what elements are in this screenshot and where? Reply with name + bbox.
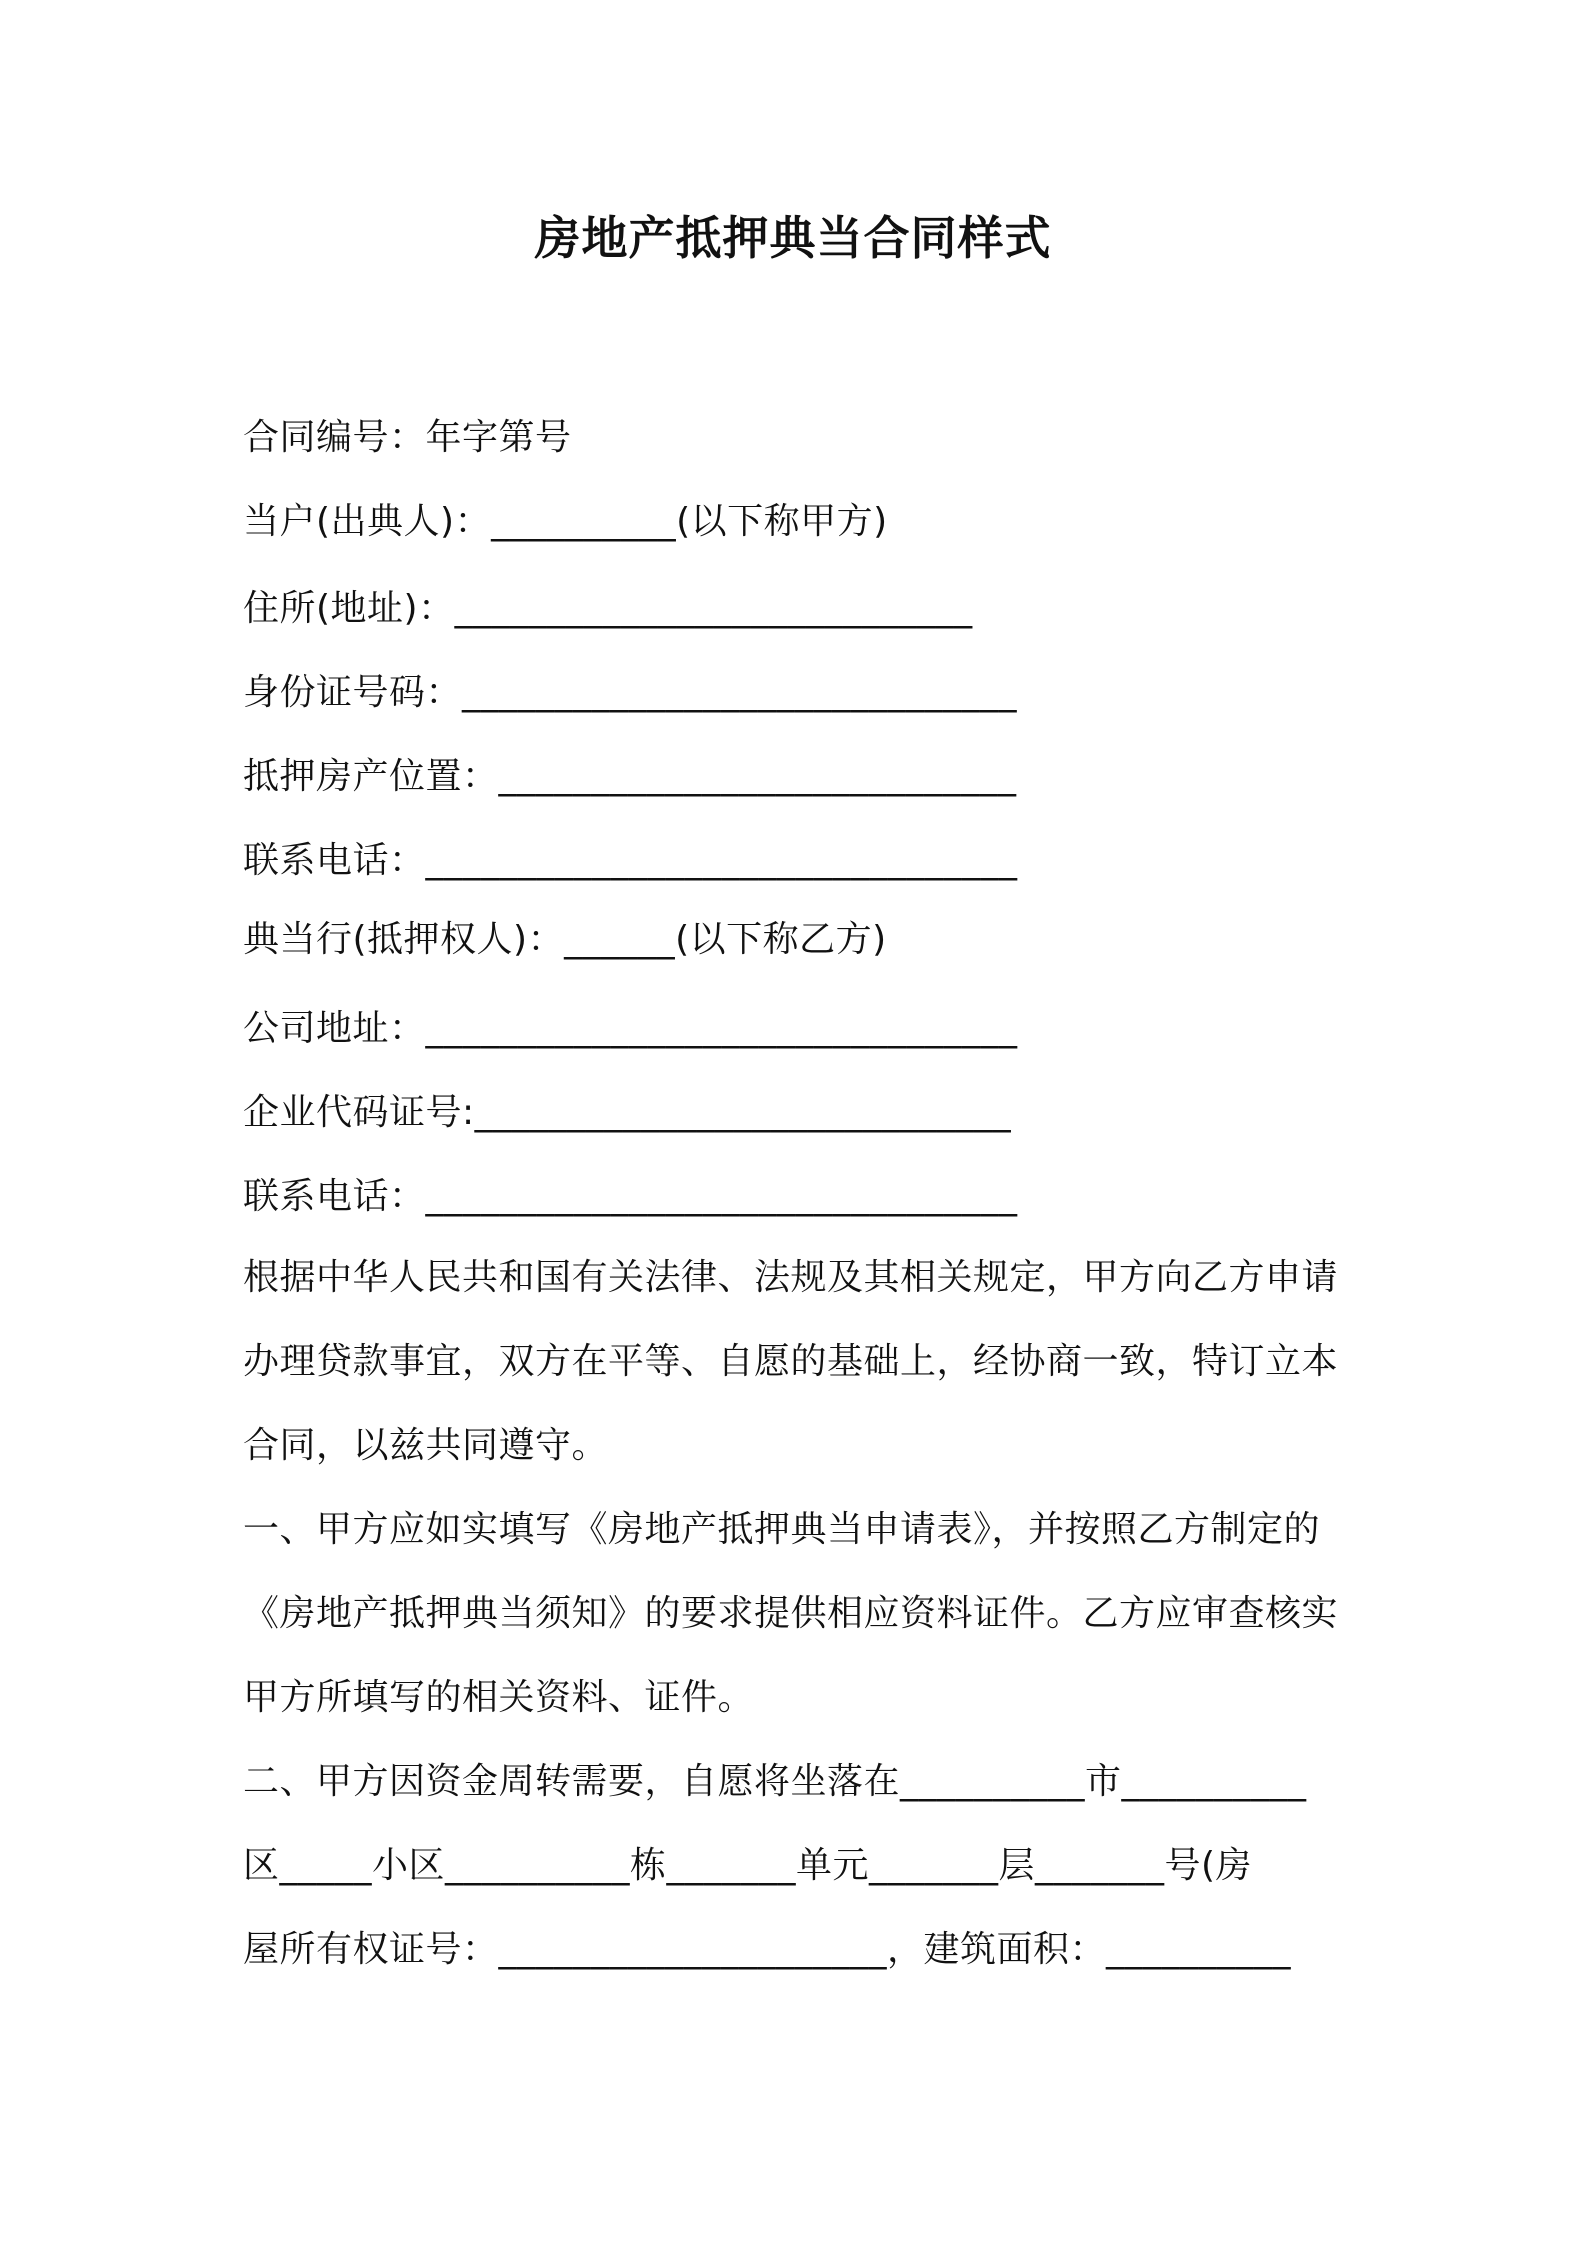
party-a-id-line: 身份证号码：______________________________ bbox=[243, 672, 1018, 713]
party-b-address-line: 公司地址：________________________________ bbox=[243, 1008, 1018, 1049]
clause-one-line: 甲方所填写的相关资料、证件。 bbox=[243, 1677, 755, 1718]
party-a-address-line: 住所(地址)：____________________________ bbox=[243, 588, 973, 629]
clause-one-line: 一、甲方应如实填写《房地产抵押典当申请表》，并按照乙方制定的 bbox=[243, 1509, 1321, 1550]
party-b-name-line: 典当行(抵押权人)：______(以下称乙方) bbox=[243, 919, 887, 960]
clause-two-line: 屋所有权证号：_____________________，建筑面积：__________ bbox=[243, 1929, 1292, 1970]
clause-two-line: 区_____小区__________栋_______单元_______层_______号(房 bbox=[243, 1845, 1253, 1886]
paragraph-line: 办理贷款事宜，双方在平等、自愿的基础上，经协商一致，特订立本 bbox=[243, 1341, 1339, 1382]
paragraph-line: 根据中华人民共和国有关法律、法规及其相关规定，甲方向乙方申请 bbox=[243, 1257, 1339, 1298]
party-a-name-line: 当户(出典人)：__________(以下称甲方) bbox=[243, 501, 888, 542]
clause-one-line: 《房地产抵押典当须知》的要求提供相应资料证件。乙方应审查核实 bbox=[243, 1593, 1339, 1634]
party-b-phone-line: 联系电话：________________________________ bbox=[243, 1176, 1018, 1217]
paragraph-line: 合同，以兹共同遵守。 bbox=[243, 1425, 609, 1466]
party-a-phone-line: 联系电话：________________________________ bbox=[243, 840, 1018, 881]
clause-two-line: 二、甲方因资金周转需要，自愿将坐落在__________市__________ bbox=[243, 1761, 1307, 1802]
party-b-code-line: 企业代码证号:_____________________________ bbox=[243, 1092, 1012, 1133]
document-title: 房地产抵押典当合同样式 bbox=[534, 211, 1052, 265]
property-location-line: 抵押房产位置：____________________________ bbox=[243, 756, 1017, 797]
contract-number-line: 合同编号：年字第号 bbox=[243, 417, 572, 458]
